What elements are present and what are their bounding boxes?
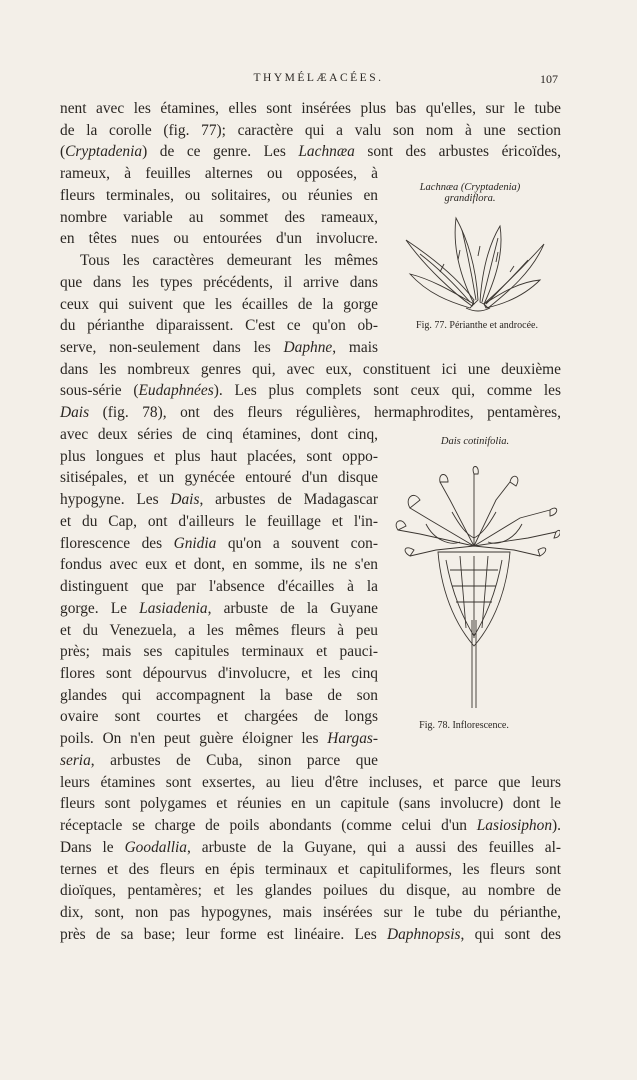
italic-term: Dais (60, 404, 90, 422)
text-line (60, 272, 378, 294)
text-run: leurs étamines sont exsertes, au lieu d'être incluses, et parce que leurs (60, 773, 561, 791)
text-run: gorge. Le (60, 599, 140, 617)
text-line (60, 728, 378, 750)
text-line (60, 228, 378, 250)
text-run: ) de ce genre. Les (142, 143, 299, 161)
text-line (60, 511, 378, 533)
text-run: et du Venezuela, a les mêmes fleurs à peu (60, 621, 378, 639)
fig78-species-caption (420, 436, 530, 447)
text-line (60, 750, 378, 772)
page-number: 107 (540, 72, 558, 86)
italic-term: Hargas- (327, 730, 378, 748)
text-run: hypogyne. Les (60, 491, 171, 509)
text-run: que dans les types précédents, il arrive dans (60, 273, 378, 291)
text-run: fleurs sont polygames et réunies en un capitule (sans involucre) dont le (60, 795, 561, 813)
fig77-perianth-illustration (400, 210, 550, 314)
text-line (60, 793, 561, 815)
text-run: ). Les plus complets sont ceux qui, comme les (213, 382, 561, 400)
text-run: dans les nombreux genres qui, avec eux, constituent ici une deuxième (60, 360, 561, 378)
text-run: près; mais ses capitules terminaux et pauci- (60, 643, 378, 661)
text-run: , arbustes de Madagascar (199, 491, 378, 509)
text-run: ( (60, 143, 66, 161)
italic-term: Lasiadenia (139, 599, 208, 617)
text-line (60, 663, 378, 685)
text-line (60, 706, 378, 728)
text-run: nent avec les étamines, elles sont insérées plus bas qu'elles, sur le tube (60, 100, 561, 117)
italic-term: Gnidia (173, 534, 217, 552)
fig77-species-line2: grandiflora. (444, 193, 496, 204)
text-run: sont des arbustes éricoïdes, (354, 143, 561, 161)
text-line (60, 924, 561, 946)
text-run: glandes qui accompagnent la base de son (60, 686, 378, 704)
italic-term: Daphne (283, 339, 333, 357)
text-run: dioïques, pentamères; et les glandes poilues du disque, au nombre de (60, 882, 561, 900)
text-run: poils. On n'en peut guère éloigner les (60, 730, 328, 748)
text-line (60, 620, 378, 642)
text-line (60, 641, 378, 663)
italic-term: Lachnæa (298, 143, 355, 161)
text-line (60, 337, 378, 359)
italic-term: Daphnopsis (386, 925, 461, 943)
italic-term: Lasiosiphon (476, 817, 553, 835)
text-run: , arbuste de la Guyane, qui a aussi des feuilles al- (186, 838, 561, 856)
text-line (60, 315, 378, 337)
text-line (60, 185, 378, 207)
text-run: avec deux séries de cinq étamines, dont cinq, (60, 425, 378, 443)
text-line (60, 489, 378, 511)
text-run: fondus avec eux et dont, en somme, ils ne s'en (60, 556, 378, 574)
text-line (60, 294, 378, 316)
running-title: THYMÉLÆACÉES. (253, 72, 384, 84)
text-line (60, 554, 378, 576)
text-run: , arbustes de Cuba, sinon parce que (90, 751, 378, 769)
text-line (60, 163, 378, 185)
text-run: distinguent que par l'absence d'écailles à la (60, 578, 378, 596)
italic-term: Dais (170, 491, 200, 509)
text-run: flores sont dépourvus d'involucre, et les cinq (60, 664, 378, 682)
text-line (60, 424, 378, 446)
text-line (60, 207, 378, 229)
text-run: sous-série ( (60, 382, 139, 400)
fig78-label: Fig. 78. Inflorescence. (419, 720, 509, 731)
italic-term: Cryptadenia (65, 143, 143, 161)
text-line (80, 250, 378, 272)
text-line (60, 837, 561, 859)
text-run: du périanthe diparaissent. C'est ce qu'on ob- (60, 317, 378, 335)
text-line (60, 880, 561, 902)
text-run: ). (552, 817, 561, 835)
text-line (60, 772, 561, 794)
italic-term: seria (60, 751, 91, 769)
text-run: et du Cap, ont d'ailleurs le feuillage et l'in- (60, 512, 378, 530)
text-run: ternes et des fleurs en épis terminaux et capituliformes, les fleurs sont (60, 860, 561, 878)
text-run: rameux, à feuilles alternes ou opposées, à (60, 165, 378, 183)
text-line (60, 446, 378, 468)
text-line (60, 815, 561, 837)
text-line (60, 380, 561, 402)
text-run: réceptacle se charge de poils abondants (comme celui d'un (60, 817, 477, 835)
text-run: Tous les caractères demeurant les mêmes (80, 252, 378, 270)
text-run: Dans le (60, 838, 125, 856)
text-run: en têtes nues ou entourées d'un involucre. (60, 230, 378, 248)
text-run: (fig. 78), ont des fleurs régulières, hermaphrodites, pentamères, (89, 404, 561, 422)
text-run: ovaire sont courtes et chargées de longs (60, 708, 378, 726)
text-run: qu'on a souvent con- (216, 534, 378, 552)
text-line (60, 98, 561, 120)
text-line (60, 359, 561, 381)
italic-term: Goodallia (124, 838, 187, 856)
text-line (60, 467, 378, 489)
text-line (60, 402, 561, 424)
text-run: serve, non-seulement dans les (60, 339, 284, 357)
fig77-species-line1: Lachnæa (Cryptadenia) (419, 182, 521, 193)
text-line (60, 533, 378, 555)
text-run: , arbuste de la Guyane (207, 599, 378, 617)
text-run: de la corolle (fig. 77); caractère qui a valu son nom à une section (60, 121, 561, 139)
text-run: fleurs terminales, ou solitaires, ou réunies en (60, 186, 378, 204)
italic-term: Eudaphnées (138, 382, 214, 400)
text-run: , mais (332, 339, 378, 357)
text-line (60, 859, 561, 881)
page-header (0, 72, 637, 92)
text-line (60, 902, 561, 924)
text-run: ceux qui suivent que les écailles de la gorge (60, 295, 378, 313)
text-run: près de sa base; leur forme est linéaire. Les (60, 925, 387, 943)
text-run: plus longues et plus haut placées, sont oppo- (60, 447, 378, 465)
text-run: florescence des (60, 534, 174, 552)
text-line (60, 141, 561, 163)
text-line (60, 598, 378, 620)
text-run: , qui sont des (460, 925, 561, 943)
fig78-inflorescence-illustration (390, 460, 560, 710)
text-run: dix, sont, non pas hypogynes, mais insérées sur le tube du périanthe, (60, 904, 561, 921)
text-line (60, 120, 561, 142)
text-line (60, 576, 378, 598)
fig77-label: Fig. 77. Périanthe et androcée. (416, 320, 538, 331)
fig77-species-caption (405, 182, 535, 204)
fig78-species: Dais cotinifolia. (440, 436, 510, 447)
text-run: sitisépales, et un gynécée entouré d'un disque (60, 469, 378, 487)
text-run: nombre variable au sommet des rameaux, (60, 208, 378, 226)
text-line (60, 685, 378, 707)
